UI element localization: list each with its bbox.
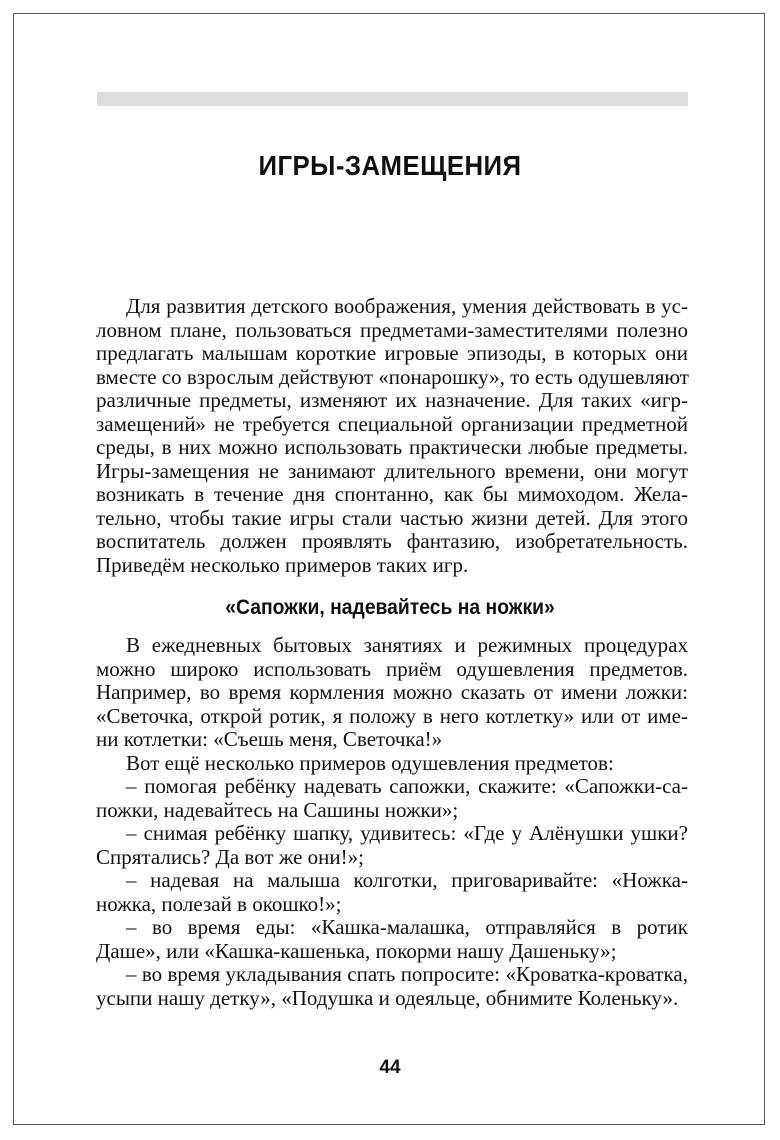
text-line: Спрятались? Да вот же они!»; bbox=[96, 844, 364, 869]
text-line: среды, в них можно использовать практически любые предметы. bbox=[96, 435, 688, 459]
text-line: возникать в течение дня спонтанно, как бы мимоходом. Жела- bbox=[96, 482, 688, 506]
text-line: Игры-замещения не занимают длительного времени, они могут bbox=[96, 458, 688, 483]
section-title: «Сапожки, надевайтесь на ножки» bbox=[225, 596, 555, 619]
text-line: – снимая ребёнку шапку, удивитесь: «Где у Алёнушки ушки? bbox=[126, 821, 688, 845]
text-line: – надевая на малыша колготки, приговаривайте: «Ножка- bbox=[126, 868, 688, 892]
page-number: 44 bbox=[379, 1057, 401, 1078]
text-line: пожки, надевайтесь на Сашины ножки»; bbox=[96, 797, 459, 822]
text-line: можно широко использовать приём одушевления предметов. bbox=[96, 656, 688, 681]
text-line: ножка, полезай в окошко!»; bbox=[96, 891, 342, 916]
text-line: Вот ещё несколько примеров одушевления предметов: bbox=[126, 750, 614, 775]
intro-paragraph bbox=[96, 295, 688, 577]
text-line: ловном плане, пользоваться предметами-заместителями полезно bbox=[96, 317, 688, 342]
text-line: – во время укладывания спать попросите: «Кроватка-кроватка, bbox=[126, 962, 688, 986]
text-line: Например, во время кормления можно сказать от имени ложки: bbox=[96, 680, 688, 704]
text-line: – во время еды: «Кашка-малашка, отправляйся в ротик bbox=[126, 915, 688, 939]
text-line: Даше», или «Кашка-кашенька, покорми нашу Дашеньку»; bbox=[96, 938, 617, 963]
text-line: предлагать малышам короткие игровые эпизоды, в которых они bbox=[96, 341, 688, 365]
text-line: В ежедневных бытовых занятиях и режимных процедурах bbox=[126, 633, 688, 657]
text-line: «Светочка, открой ротик, я положу в него котлетку» или от име- bbox=[96, 703, 688, 728]
chapter-title: ИГРЫ-ЗАМЕЩЕНИЯ bbox=[258, 150, 522, 181]
text-line: Для развития детского воображения, умения действовать в ус- bbox=[126, 294, 688, 318]
text-line: вместе со взрослым действуют «понарошку», то есть одушевляют bbox=[96, 364, 689, 389]
text-line: – помогая ребёнку надевать сапожки, скажите: «Сапожки-са- bbox=[126, 774, 688, 798]
text-line: воспитатель должен проявлять фантазию, изобретательность. bbox=[96, 529, 688, 553]
text-line: различные предметы, изменяют их назначение. Для таких «игр- bbox=[96, 388, 688, 412]
text-line: ни котлетки: «Съешь меня, Светочка!» bbox=[96, 727, 443, 751]
text-line: замещений» не требуется специальной организации предметной bbox=[96, 411, 688, 436]
text-line: тельно, чтобы такие игры стали частью жизни детей. Для этого bbox=[96, 505, 688, 530]
text-line: Приведём несколько примеров таких игр. bbox=[96, 552, 469, 577]
text-line: усыпи нашу детку», «Подушка и одеяльце, обнимите Коленьку». bbox=[96, 985, 679, 1010]
header-bar bbox=[97, 92, 688, 106]
section-body bbox=[96, 634, 688, 1010]
